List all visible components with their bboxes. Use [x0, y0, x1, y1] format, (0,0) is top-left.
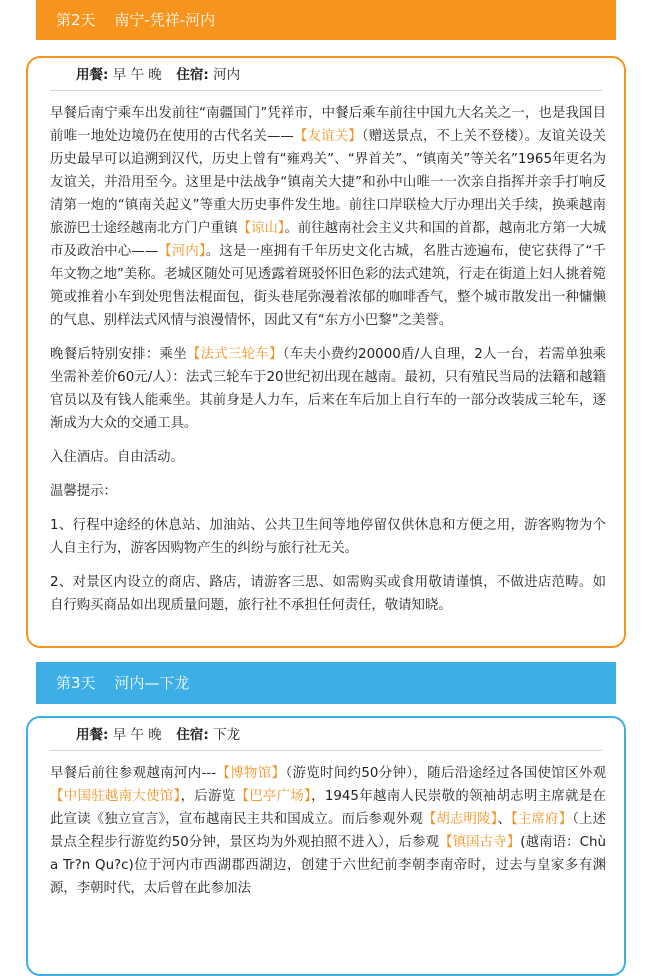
meal-label: 用餐: [76, 727, 109, 743]
day2-itinerary-paragraph: 早餐后南宁乘车出发前往“南疆国门”凭祥市，中餐后乘车前往中国九大名关之一，也是我国目前唯一地处边境仍在使用的古代名关——【友谊关】（赠送景点，不上关不登楼）。友谊关设关历史最早可以追溯到汉代，历史上曾有“雍鸡关”、“界首关”、“镇南关”等关名”1965年更名为友谊关，并沿用至今。这里是中法战争“镇南关大捷”和孙中山唯一一次亲自指挥并亲手打响反清第一炮的“镇南关起义”等重大历史事件发生地。前往口岸联检大厅办理出关手续，换乘越南旅游巴士途经越南北方门户重镇【谅山】。前往越南社会主义共和国的首都，越南北方第一大城市及政治中心——【河内】。这是一座拥有千年历史文化古城，名胜古迹遍布，使它获得了“千年文物之地”美称。老城区随处可见透露着斑驳怀旧色彩的法式建筑，行走在街道上妇人挑着箢篼或推着小车到处兜售法棍面包，街头巷尾弥漫着浓郁的咖啡香气，整个城市散发出一种慵懒的气息、别样法式风情与浪漫情怀，因此又有“东方小巴黎”之美誉。 [50, 106, 607, 328]
stay-label: 住宿: [176, 727, 209, 743]
attraction-tran-quoc-pagoda: 【镇国古寺】 [439, 835, 521, 850]
attraction-presidential-palace: 【主席府】 [511, 812, 573, 827]
stay-label: 住宿: [176, 67, 209, 83]
attraction-ba-dinh-square: 【巴亭广场】 [235, 789, 312, 804]
attraction-ho-chi-minh-mausoleum: 【胡志明陵】 [422, 812, 498, 827]
day2-number: 第2天 [56, 11, 96, 29]
day3-content-box [26, 716, 626, 976]
day2-meal-row [50, 58, 602, 91]
attraction-cyclo: 【法式三轮车】 [186, 347, 283, 362]
attraction-museum: 【博物馆】 [216, 766, 286, 781]
day3-itinerary-paragraph: 早餐后前往参观越南河内---【博物馆】（游览时间约50分钟），随后沿途经过各国使馆区外观【中国驻越南大使馆】，后游览【巴亭广场】，1945年越南人民崇敬的领袖胡志明主席就是在此宣读《独立宣言》，宣布越南民主共和国成立。而后参观外观【胡志明陵】、【主席府】（上述景点全程步行游览约50分钟，景区均为外观拍照不进入），后参观【镇国古寺】(越南语：Chùa Tr?n Qu?c)位于河内市西湖郡西湖边，创建于六世纪前李朝李南帝时，过去与皇家多有渊源，李朝时代，太后曾在此参加法 [50, 766, 607, 896]
day3-number: 第3天 [56, 674, 96, 692]
day2-tips-heading: 温馨提示： [50, 484, 117, 499]
meal-value: 早 午 晚 [112, 727, 162, 743]
day2-content-box [26, 56, 626, 648]
stay-value: 河内 [213, 67, 241, 83]
day2-route: 南宁-凭祥-河内 [114, 11, 216, 29]
attraction-chinese-embassy: 【中国驻越南大使馆】 [50, 789, 181, 804]
day3-header [36, 662, 616, 704]
day2-hotel-note: 入住酒店。自由活动。 [50, 450, 184, 465]
attraction-liangshan: 【谅山】 [237, 221, 285, 236]
day2-tip-2: 2、对景区内设立的商店、路店，请游客三思、如需购买或食用敬请谨慎，不做进店范畴。如自行购买商品如出现质量问题，旅行社不承担任何责任，敬请知晓。 [50, 575, 606, 613]
day3-meal-row [50, 718, 602, 751]
stay-value: 下龙 [213, 727, 241, 743]
day2-evening-paragraph: 晚餐后特别安排：乘坐【法式三轮车】（车夫小费约20000盾/人自理，2人一台，若需单独乘坐需补差价60元/人）：法式三轮车于20世纪初出现在越南。最初，只有殖民当局的法籍和越籍官员以及有钱人能乘坐。其前身是人力车，后来在车后加上自行车的一部分改装成三轮车，逐渐成为大众的交通工具。 [50, 347, 607, 431]
day2-header [36, 0, 616, 40]
meal-label: 用餐: [76, 67, 109, 83]
day3-route: 河内—下龙 [114, 674, 190, 692]
attraction-hanoi: 【河内】 [158, 244, 206, 259]
attraction-youyiguan: 【友谊关】 [293, 129, 362, 144]
meal-value: 早 午 晚 [112, 67, 162, 83]
day2-tip-1: 1、行程中途经的休息站、加油站、公共卫生间等地停留仅供休息和方便之用，游客购物为个人自主行为，游客因购物产生的纠纷与旅行社无关。 [50, 518, 606, 556]
